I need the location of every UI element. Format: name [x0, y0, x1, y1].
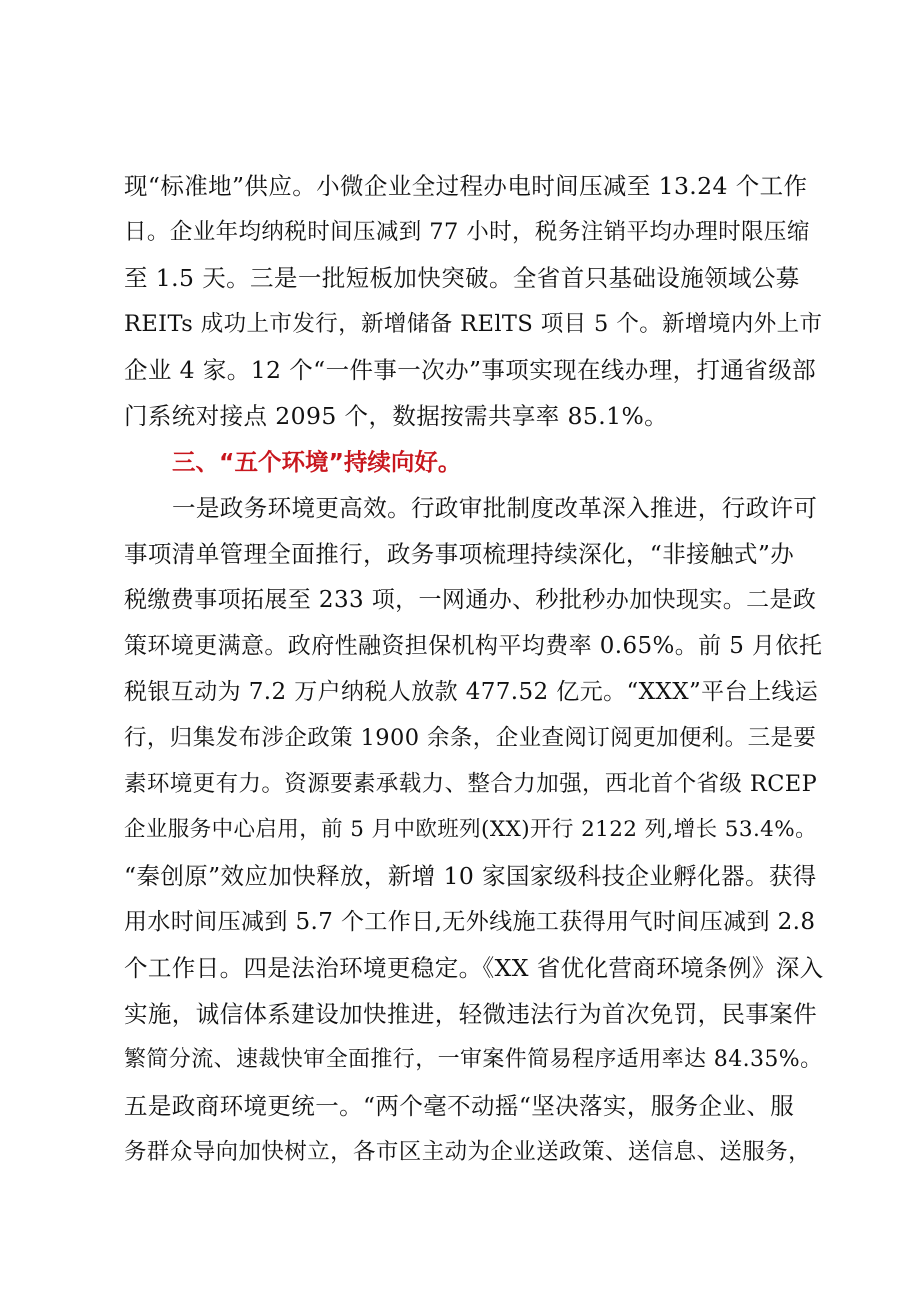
para2-line-6: 行，归集发布涉企政策 1900 余条，企业查阅订阅更加便利。三是要	[124, 725, 817, 751]
para2-line-14: 五是政商环境更统一。“两个毫不动摇“坚决落实，服务企业、服	[124, 1092, 795, 1120]
para1-line-4: REITs 成功上市发行，新增储备 RElTS 项目 5 个。新增境内外上市	[124, 311, 823, 337]
para2-line-3: 税缴费事项拓展至 233 项，一网通办、秒批秒办加快现实。二是政	[124, 587, 817, 613]
section-heading: 三、“五个环境”持续向好。	[172, 448, 462, 476]
para1-line-1: 现“标准地”供应。小微企业全过程办电时间压减至 13.24 个工作	[124, 172, 808, 200]
para2-line-4: 策环境更满意。政府性融资担保机构平均费率 0.65%。前 5 月依托	[124, 633, 823, 659]
para2-line-10: 用水时间压减到 5.7 个工作日,无外线施工获得用气时间压减到 2.8	[124, 909, 816, 935]
para2-line-1: 一是政务环境更高效。行政审批制度改革深入推进，行政许可	[172, 494, 818, 522]
para2-line-2: 事项清单管理全面推行，政务事项梳理持续深化，“非接触式”办	[124, 540, 795, 568]
para2-line-13: 繁简分流、速裁快审全面推行，一审案件简易程序适用率达 84.35%。	[124, 1047, 823, 1072]
para2-line-12: 实施，诚信体系建设加快推进，轻微违法行为首次免罚，民事案件	[124, 1000, 818, 1028]
para1-line-2: 日。企业年均纳税时间压减到 77 小时，税务注销平均办理时限压缩	[124, 219, 810, 245]
para2-line-9: “秦创原”效应加快释放，新增 10 家国家级科技企业孵化器。获得	[124, 862, 817, 890]
para2-line-11: 个工作日。四是法治环境更稳定。《XX 省优化营商环境条例》深入	[124, 954, 824, 982]
para1-line-5: 企业 4 家。12 个“一件事一次办”事项实现在线办理，打通省级部	[124, 356, 816, 384]
para2-line-5: 税银互动为 7.2 万户纳税人放款 477.52 亿元。“XXX”平台上线运	[124, 679, 819, 705]
para1-line-3: 至 1.5 天。三是一批短板加快突破。全省首只基础设施领域公募	[124, 264, 800, 292]
para2-line-8: 企业服务中心启用，前 5 月中欧班列(XX)开行 2122 列,增长 53.4%。	[124, 817, 817, 842]
para2-line-15: 务群众导向加快树立，各市区主动为企业送政策、送信息、送服务，	[124, 1139, 812, 1165]
para1-line-6: 门系统对接点 2095 个，数据按需共享率 85.1%。	[124, 402, 669, 430]
para2-line-7: 素环境更有力。资源要素承载力、整合力加强，西北首个省级 RCEP	[124, 771, 818, 797]
